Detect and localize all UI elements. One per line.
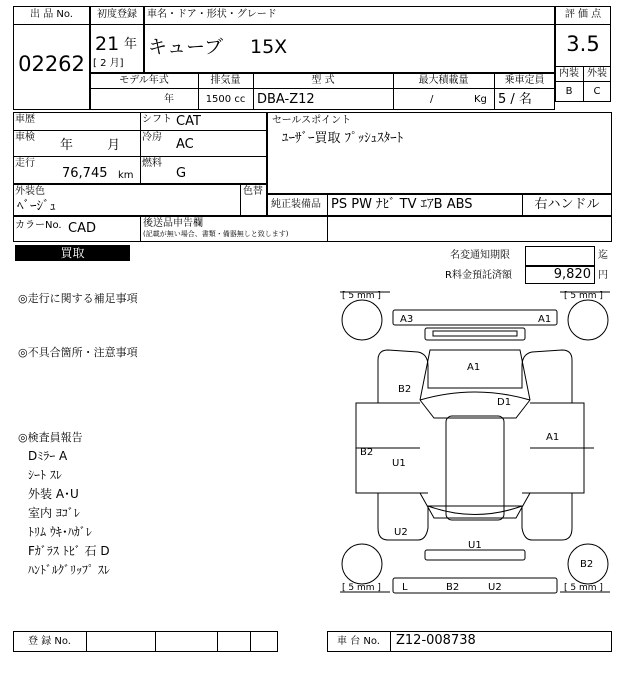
- sales-point: ﾕｰｻﾞｰ買取 ﾌﾟｯｼｭｽﾀｰﾄ: [282, 131, 404, 146]
- wheel-front-left: [342, 300, 382, 340]
- type-label: 型 式: [311, 75, 335, 86]
- drive-side: 右ハンドル: [534, 197, 600, 212]
- tire-fr-depth: [ 5 mm ]: [564, 291, 603, 301]
- exterior-grade: C: [593, 86, 601, 97]
- driving-notes-label: ◎走行に関する補足事項: [18, 292, 138, 305]
- name-change-unit: 迄: [598, 250, 608, 261]
- tire-rr-depth: [ 5 mm ]: [564, 583, 603, 593]
- model-year-unit: 年: [164, 94, 174, 105]
- mileage-unit: km: [118, 170, 134, 181]
- mark-right-front-door: A1: [546, 432, 560, 443]
- mark-front-bumper-right: A1: [538, 314, 552, 325]
- reg-year: 21: [95, 33, 120, 55]
- sales-point-label: セールスポイント: [272, 115, 352, 126]
- color-no-box: [13, 216, 612, 242]
- ac: AC: [176, 137, 194, 152]
- mark-rear-gate: U1: [468, 540, 482, 551]
- color-no-label: カラーNo.: [15, 220, 62, 231]
- roof: [446, 416, 504, 520]
- mileage-label: 走行: [15, 158, 35, 169]
- inspection-label: 車検: [15, 132, 35, 143]
- front-bumper: [393, 310, 557, 325]
- report-line: ﾄﾘﾑ ｳｷ･ﾊｶﾞﾚ: [28, 525, 92, 539]
- max-load-unit: Kg: [474, 94, 487, 105]
- mark-rear-bumper-u2: U2: [488, 582, 502, 593]
- report-line: ｼｰﾄ ｽﾚ: [28, 468, 62, 482]
- recycle-fee: 9,820: [553, 267, 591, 282]
- mark-left-rear-door: U1: [392, 458, 406, 469]
- mark-rear-bumper-l: L: [402, 582, 408, 593]
- car-damage-diagram: [338, 288, 612, 604]
- grade: 15X: [250, 36, 288, 58]
- name-change-label: 名変通知期限: [450, 250, 510, 261]
- shift-label: シフト: [142, 114, 172, 125]
- aftermarket-note: (記載が無い場合、書類・備器無しと致します): [143, 230, 289, 238]
- capacity-label: 乗車定員: [504, 75, 545, 86]
- score-label: 評 価 点: [564, 9, 602, 20]
- history-label: 車歴: [15, 114, 35, 125]
- defects-label: ◎不具合箇所・注意事項: [18, 346, 138, 359]
- equipment-label: 純正装備品: [271, 199, 321, 210]
- chassis-number: Z12-008738: [396, 633, 476, 648]
- reg-year-unit: 年: [124, 37, 138, 52]
- report-line: Fｶﾞﾗｽ ﾄﾋﾞ 石 D: [28, 544, 110, 558]
- score: 3.5: [566, 32, 600, 56]
- tire-fl-depth: [ 5 mm ]: [342, 291, 381, 301]
- rear-bumper: [393, 578, 557, 593]
- type-value: DBA-Z12: [257, 92, 315, 107]
- mark-rear-right-wheel: B2: [580, 559, 594, 570]
- color-no: CAD: [68, 221, 96, 236]
- fuel-label: 燃料: [142, 158, 162, 169]
- purchase-badge: 買取: [15, 245, 130, 261]
- model-year-label: モデル年式: [119, 75, 169, 86]
- exterior-color: ﾍﾞｰｼﾞｭ: [17, 199, 56, 214]
- exterior-color-label: 外装色: [15, 186, 45, 197]
- body-outline: [356, 350, 584, 540]
- lot-no: 02262: [18, 52, 85, 76]
- name-change-value-box: [525, 246, 595, 266]
- mark-front-bumper-left: A3: [400, 314, 414, 325]
- inspector-report: [28, 447, 110, 580]
- mark-left-quarter: U2: [394, 527, 408, 538]
- first-reg-label: 初度登録: [97, 9, 137, 20]
- wheel-rear-left: [342, 544, 382, 584]
- wheel-front-right: [568, 300, 608, 340]
- max-load-sep: /: [430, 94, 434, 105]
- mark-hood: A1: [467, 362, 481, 373]
- mark-left-fender: B2: [398, 384, 412, 395]
- mark-rear-bumper-b2: B2: [446, 582, 460, 593]
- report-line: Dﾐﾗｰ A: [28, 449, 68, 463]
- shift: CAT: [176, 114, 201, 129]
- car-name: キューブ: [148, 36, 224, 58]
- inspection-value: 年 月: [60, 138, 121, 153]
- report-line: 室内 ﾖｺﾞﾚ: [28, 506, 80, 520]
- reg-month: [ 2 月]: [93, 58, 124, 69]
- color-change-label: 色替: [243, 186, 263, 197]
- chassis-label: 車 台 No.: [337, 636, 380, 647]
- aftermarket-label: 後送品申告欄: [143, 218, 203, 229]
- rear-grille: [425, 550, 525, 560]
- registration-label: 登 録 No.: [28, 636, 71, 647]
- fuel: G: [176, 166, 187, 181]
- capacity: 5 / 名: [498, 92, 532, 107]
- displacement-label: 排気量: [210, 75, 241, 86]
- mileage: 76,745: [62, 166, 108, 181]
- recycle-unit: 円: [598, 270, 608, 281]
- tire-rl-depth: [ 5 mm ]: [342, 583, 381, 593]
- inspector-label: ◎検査員報告: [18, 431, 83, 444]
- interior-label: 内装: [559, 68, 579, 79]
- front-grille: [425, 328, 525, 340]
- car-label: 車名・ドア・形状・グレード: [147, 9, 277, 20]
- exterior-label: 外装: [587, 68, 607, 79]
- mark-windshield: D1: [497, 397, 512, 408]
- report-line: 外装 A･U: [28, 487, 79, 501]
- displacement: 1500 cc: [205, 94, 246, 105]
- interior-grade: B: [565, 86, 573, 97]
- recycle-label: R料金預託済額: [445, 270, 512, 281]
- lot-no-label: 出 品 No.: [30, 9, 73, 20]
- max-load-label: 最大積載量: [418, 75, 469, 86]
- report-line: ﾊﾝﾄﾞﾙｸﾞﾘｯﾌﾟ ｽﾚ: [28, 563, 110, 577]
- ac-label: 冷房: [142, 132, 162, 143]
- mark-left-front-door: B2: [360, 447, 374, 458]
- equipment: PS PW ﾅﾋﾞ TV ｴｱB ABS: [331, 197, 473, 212]
